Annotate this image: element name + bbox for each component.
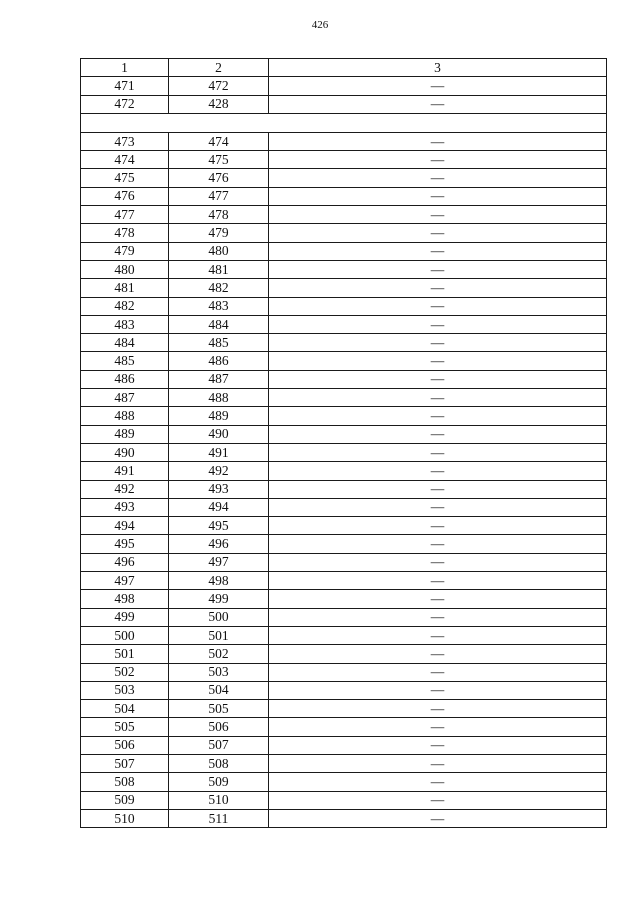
table-cell-col3: —	[269, 809, 607, 827]
table-cell-col2: 489	[169, 407, 269, 425]
table-row	[81, 809, 607, 827]
table-cell-col1: 503	[81, 681, 169, 699]
table-row	[81, 791, 607, 809]
table-cell-col1: 472	[81, 95, 169, 113]
table-cell-col2: 507	[169, 736, 269, 754]
table-row	[81, 443, 607, 461]
table-group-2	[81, 132, 607, 827]
table-cell-col3: —	[269, 700, 607, 718]
table-cell-col1: 475	[81, 169, 169, 187]
table-row	[81, 260, 607, 278]
table-cell-col2: 508	[169, 754, 269, 772]
table-row	[81, 517, 607, 535]
table-row	[81, 626, 607, 644]
table-cell-col2: 509	[169, 773, 269, 791]
table-cell-col1: 504	[81, 700, 169, 718]
table-row	[81, 498, 607, 516]
table-cell-col2: 479	[169, 224, 269, 242]
table-cell-col1: 492	[81, 480, 169, 498]
table-cell-col3: —	[269, 242, 607, 260]
spacer-cell	[81, 113, 607, 132]
table-row	[81, 206, 607, 224]
table-cell-col2: 506	[169, 718, 269, 736]
table-cell-col2: 500	[169, 608, 269, 626]
data-table	[80, 58, 607, 828]
table-cell-col2: 505	[169, 700, 269, 718]
table-cell-col1: 505	[81, 718, 169, 736]
table-row	[81, 736, 607, 754]
table-cell-col3: —	[269, 773, 607, 791]
table-row	[81, 242, 607, 260]
table-row	[81, 754, 607, 772]
table-cell-col3: —	[269, 498, 607, 516]
table-cell-col3: —	[269, 480, 607, 498]
table-cell-col2: 492	[169, 462, 269, 480]
table-cell-col3: —	[269, 315, 607, 333]
table-cell-col2: 503	[169, 663, 269, 681]
table-row	[81, 773, 607, 791]
table-cell-col1: 471	[81, 77, 169, 95]
table-row	[81, 169, 607, 187]
table-cell-col3: —	[269, 626, 607, 644]
table-cell-col3: —	[269, 681, 607, 699]
table-row	[81, 224, 607, 242]
table-row	[81, 352, 607, 370]
table-row	[81, 462, 607, 480]
table-cell-col3: —	[269, 535, 607, 553]
table-row	[81, 77, 607, 95]
table-row	[81, 315, 607, 333]
table-row	[81, 425, 607, 443]
table-cell-col1: 502	[81, 663, 169, 681]
page-number: 426	[311, 19, 329, 31]
table-cell-col3: —	[269, 187, 607, 205]
table-cell-col1: 508	[81, 773, 169, 791]
table-cell-col1: 488	[81, 407, 169, 425]
table-cell-col1: 481	[81, 279, 169, 297]
table-spacer-group	[81, 113, 607, 132]
table-row	[81, 590, 607, 608]
table-spacer-row	[81, 113, 607, 132]
table-cell-col3: —	[269, 77, 607, 95]
table-cell-col3: —	[269, 443, 607, 461]
table-cell-col3: —	[269, 791, 607, 809]
table-cell-col2: 482	[169, 279, 269, 297]
table-row	[81, 645, 607, 663]
table-cell-col1: 499	[81, 608, 169, 626]
table-cell-col3: —	[269, 754, 607, 772]
table-cell-col1: 490	[81, 443, 169, 461]
table-cell-col1: 491	[81, 462, 169, 480]
table-row	[81, 279, 607, 297]
table-cell-col2: 502	[169, 645, 269, 663]
table-cell-col3: —	[269, 95, 607, 113]
table-cell-col2: 480	[169, 242, 269, 260]
table-cell-col3: —	[269, 425, 607, 443]
table-cell-col2: 493	[169, 480, 269, 498]
table-cell-col3: —	[269, 736, 607, 754]
table-cell-col1: 498	[81, 590, 169, 608]
table-row	[81, 535, 607, 553]
data-table-container	[80, 58, 606, 828]
table-row	[81, 553, 607, 571]
table-cell-col3: —	[269, 151, 607, 169]
table-cell-col1: 480	[81, 260, 169, 278]
table-cell-col3: —	[269, 572, 607, 590]
table-cell-col1: 510	[81, 809, 169, 827]
table-row	[81, 334, 607, 352]
table-cell-col2: 481	[169, 260, 269, 278]
table-cell-col3: —	[269, 553, 607, 571]
table-cell-col2: 501	[169, 626, 269, 644]
table-cell-col3: —	[269, 517, 607, 535]
table-cell-col3: —	[269, 260, 607, 278]
table-row	[81, 187, 607, 205]
table-cell-col2: 487	[169, 370, 269, 388]
table-cell-col2: 472	[169, 77, 269, 95]
table-cell-col3: —	[269, 206, 607, 224]
column-header-3: 3	[269, 59, 607, 77]
table-header-row	[81, 59, 607, 77]
column-header-1: 1	[81, 59, 169, 77]
table-row	[81, 718, 607, 736]
table-cell-col1: 483	[81, 315, 169, 333]
table-cell-col3: —	[269, 169, 607, 187]
table-cell-col1: 476	[81, 187, 169, 205]
table-cell-col2: 499	[169, 590, 269, 608]
table-cell-col2: 478	[169, 206, 269, 224]
table-cell-col3: —	[269, 645, 607, 663]
table-cell-col2: 485	[169, 334, 269, 352]
table-cell-col3: —	[269, 297, 607, 315]
table-cell-col1: 477	[81, 206, 169, 224]
table-cell-col1: 487	[81, 389, 169, 407]
table-row	[81, 407, 607, 425]
table-cell-col2: 474	[169, 132, 269, 150]
table-cell-col1: 500	[81, 626, 169, 644]
table-cell-col3: —	[269, 224, 607, 242]
table-cell-col3: —	[269, 279, 607, 297]
table-row	[81, 608, 607, 626]
table-cell-col2: 488	[169, 389, 269, 407]
table-cell-col2: 494	[169, 498, 269, 516]
table-cell-col1: 495	[81, 535, 169, 553]
table-cell-col2: 428	[169, 95, 269, 113]
table-cell-col2: 495	[169, 517, 269, 535]
table-cell-col1: 494	[81, 517, 169, 535]
table-row	[81, 681, 607, 699]
table-row	[81, 370, 607, 388]
table-cell-col1: 506	[81, 736, 169, 754]
table-cell-col3: —	[269, 334, 607, 352]
table-cell-col3: —	[269, 663, 607, 681]
table-cell-col1: 485	[81, 352, 169, 370]
table-cell-col1: 486	[81, 370, 169, 388]
table-cell-col3: —	[269, 718, 607, 736]
table-cell-col1: 497	[81, 572, 169, 590]
table-row	[81, 389, 607, 407]
table-row	[81, 132, 607, 150]
table-row	[81, 95, 607, 113]
table-cell-col2: 475	[169, 151, 269, 169]
table-cell-col2: 477	[169, 187, 269, 205]
table-cell-col2: 498	[169, 572, 269, 590]
table-cell-col3: —	[269, 370, 607, 388]
table-cell-col1: 501	[81, 645, 169, 663]
table-cell-col2: 483	[169, 297, 269, 315]
table-cell-col2: 510	[169, 791, 269, 809]
table-cell-col1: 484	[81, 334, 169, 352]
table-row	[81, 700, 607, 718]
table-row	[81, 297, 607, 315]
table-cell-col2: 511	[169, 809, 269, 827]
table-cell-col3: —	[269, 132, 607, 150]
table-cell-col1: 507	[81, 754, 169, 772]
table-row	[81, 572, 607, 590]
table-cell-col2: 476	[169, 169, 269, 187]
column-header-2: 2	[169, 59, 269, 77]
table-cell-col2: 504	[169, 681, 269, 699]
table-row	[81, 151, 607, 169]
table-cell-col1: 482	[81, 297, 169, 315]
table-cell-col3: —	[269, 608, 607, 626]
table-cell-col1: 509	[81, 791, 169, 809]
table-cell-col1: 489	[81, 425, 169, 443]
table-cell-col1: 473	[81, 132, 169, 150]
table-cell-col2: 491	[169, 443, 269, 461]
table-cell-col1: 479	[81, 242, 169, 260]
table-cell-col3: —	[269, 352, 607, 370]
table-cell-col1: 474	[81, 151, 169, 169]
table-cell-col2: 486	[169, 352, 269, 370]
table-cell-col3: —	[269, 462, 607, 480]
table-cell-col2: 484	[169, 315, 269, 333]
table-cell-col3: —	[269, 389, 607, 407]
table-cell-col1: 496	[81, 553, 169, 571]
table-group-1	[81, 77, 607, 114]
table-cell-col2: 496	[169, 535, 269, 553]
table-row	[81, 480, 607, 498]
table-cell-col3: —	[269, 407, 607, 425]
table-cell-col2: 497	[169, 553, 269, 571]
table-row	[81, 663, 607, 681]
table-cell-col1: 478	[81, 224, 169, 242]
table-cell-col2: 490	[169, 425, 269, 443]
table-cell-col3: —	[269, 590, 607, 608]
table-cell-col1: 493	[81, 498, 169, 516]
